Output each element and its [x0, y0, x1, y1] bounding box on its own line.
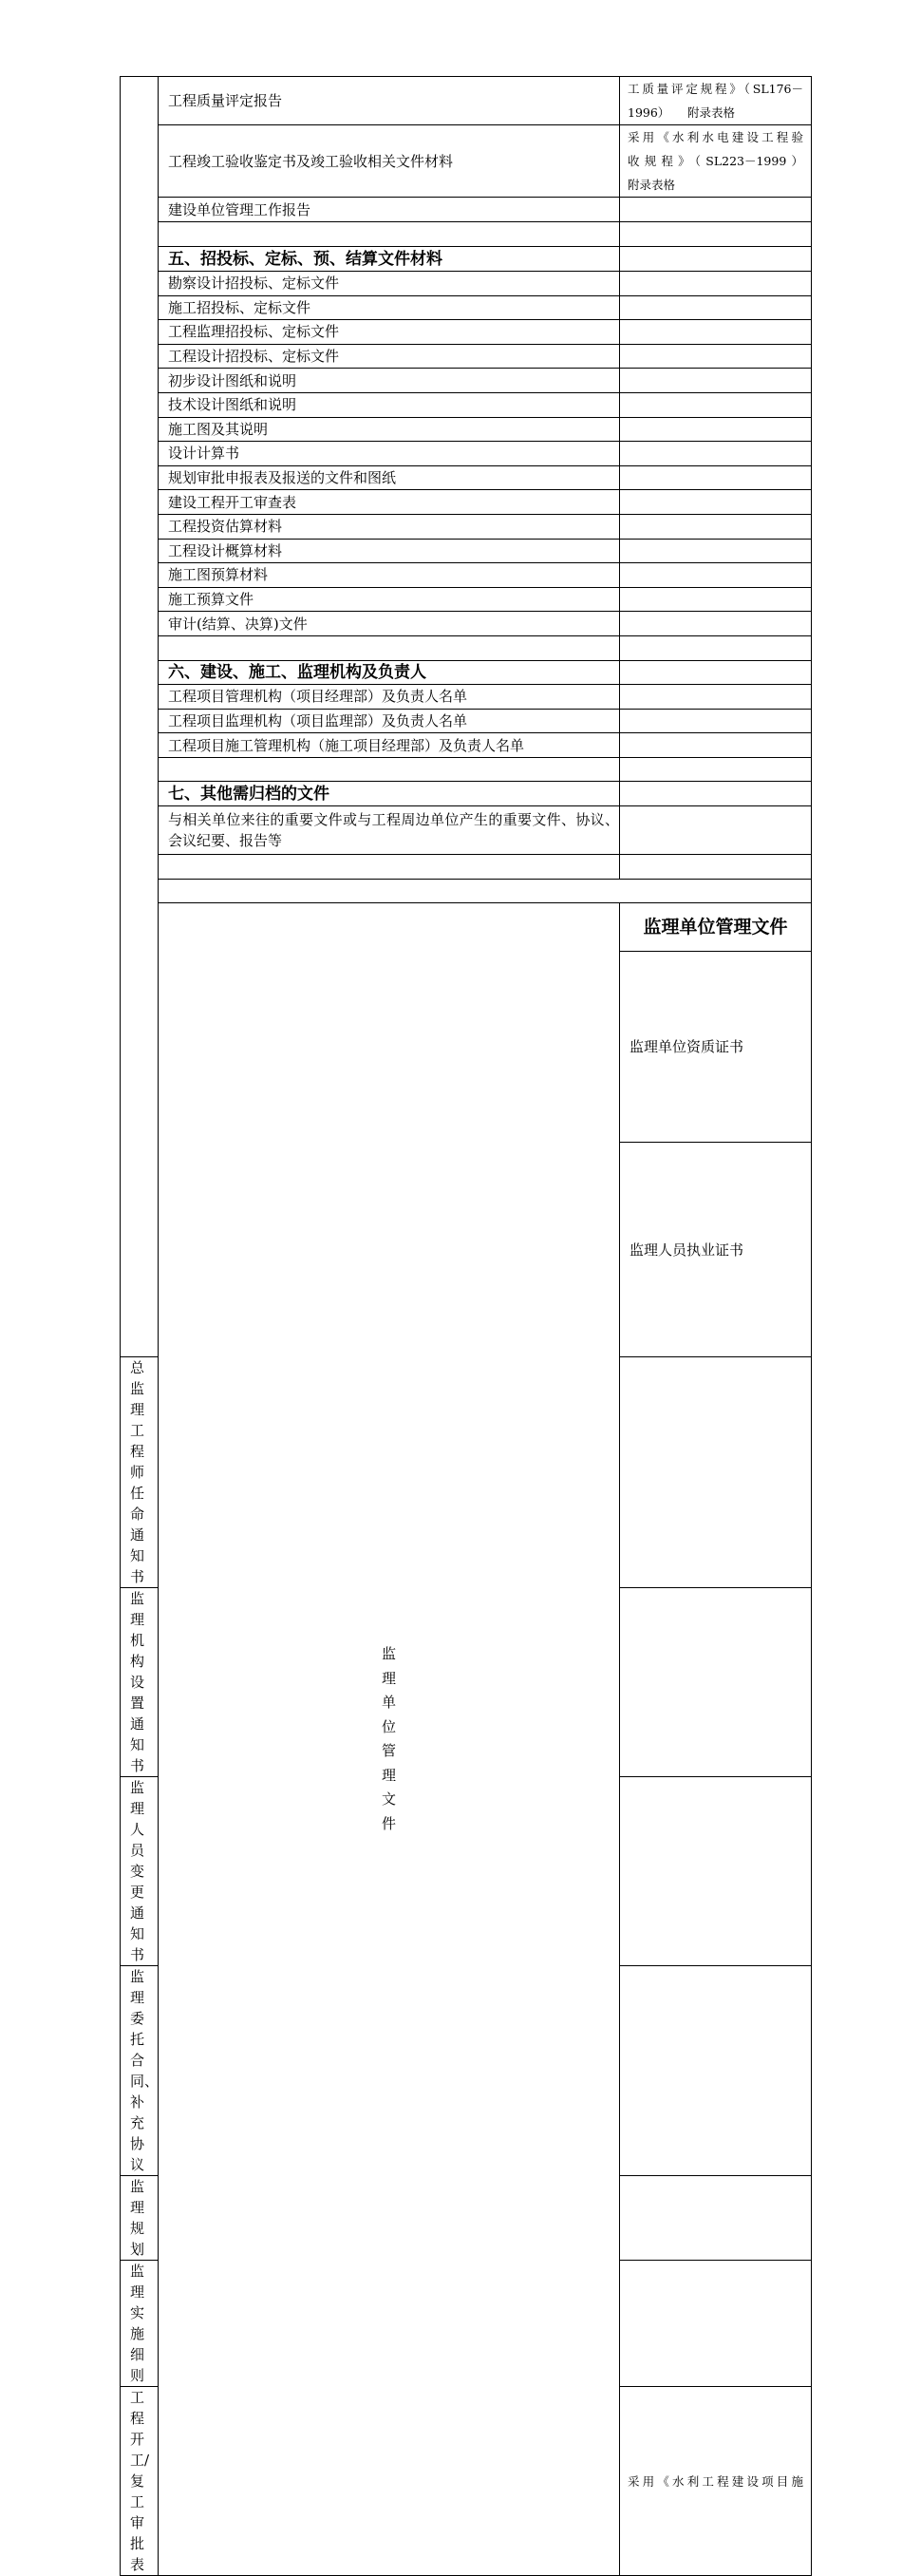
item-cell: 工程项目管理机构（项目经理部）及负责人名单 [159, 685, 620, 710]
section-7-heading: 七、其他需归档的文件 [159, 782, 620, 806]
section-heading-row [121, 782, 812, 806]
note-line: 工质量评定规程》（SL176－ [628, 82, 803, 96]
table-row [121, 369, 812, 393]
table-row [121, 77, 812, 125]
item-cell: 规划审批申报表及报送的文件和图纸 [159, 465, 620, 490]
item-cell [159, 757, 620, 782]
spacer-cell [159, 879, 812, 903]
table-row [121, 563, 812, 588]
label-char: 理 [381, 1669, 396, 1687]
item-cell: 施工图预算材料 [159, 563, 620, 588]
table-row [121, 392, 812, 417]
section-6-heading: 六、建设、施工、监理机构及负责人 [159, 660, 620, 685]
item-cell: 总监理工程师任命通知书 [121, 1357, 159, 1588]
item-cell: 监理实施细则 [121, 2261, 159, 2387]
note-line: 收规程》（SL223－1999） [628, 154, 803, 168]
note-cell [620, 757, 812, 782]
note-cell [620, 587, 812, 612]
category-label-cell [159, 903, 620, 2576]
table-row [121, 855, 812, 880]
item-cell: 设计计算书 [159, 442, 620, 466]
section-heading-row [121, 247, 812, 272]
table-row [121, 514, 812, 539]
item-cell: 审计(结算、决算)文件 [159, 612, 620, 636]
table-row [121, 295, 812, 320]
item-cell: 技术设计图纸和说明 [159, 392, 620, 417]
item-cell: 工程质量评定报告 [159, 77, 620, 125]
note-cell [620, 782, 812, 806]
item-cell: 勘察设计招投标、定标文件 [159, 272, 620, 296]
label-char: 监 [381, 1645, 396, 1663]
section-heading-row [121, 660, 812, 685]
note-cell [620, 806, 812, 855]
note-cell [620, 295, 812, 320]
item-cell: 监理人员执业证书 [620, 1143, 812, 1357]
item-cell: 工程项目监理机构（项目监理部）及负责人名单 [159, 709, 620, 733]
item-cell: 与相关单位来往的重要文件或与工程周边单位产生的重要文件、协议、会议纪要、报告等 [159, 806, 620, 855]
label-char: 理 [381, 1766, 396, 1784]
table-row [121, 417, 812, 442]
item-cell [159, 222, 620, 247]
category-cell [121, 77, 159, 1357]
table-row [121, 222, 812, 247]
note-line: 附录表格 [628, 178, 676, 192]
item-cell: 施工预算文件 [159, 587, 620, 612]
item-cell [159, 855, 620, 880]
note-cell [620, 465, 812, 490]
note-cell [620, 635, 812, 660]
item-cell: 工程投资估算材料 [159, 514, 620, 539]
label-char: 文 [381, 1790, 396, 1809]
item-cell: 监理单位资质证书 [620, 952, 812, 1143]
table-row [121, 635, 812, 660]
note-cell [620, 612, 812, 636]
table-row [121, 442, 812, 466]
item-cell: 建设单位管理工作报告 [159, 198, 620, 222]
note-cell [620, 1777, 812, 1966]
item-cell: 工程设计概算材料 [159, 539, 620, 563]
table-row [121, 272, 812, 296]
item-cell: 施工图及其说明 [159, 417, 620, 442]
table-row [121, 465, 812, 490]
item-cell [159, 635, 620, 660]
table-row [121, 320, 812, 345]
item-cell: 监理规划 [121, 2176, 159, 2261]
note-cell [620, 198, 812, 222]
note-line: 1996） 附录表格 [628, 105, 736, 120]
label-char: 管 [381, 1742, 396, 1760]
table-row [121, 612, 812, 636]
note-line: 采用《水利水电建设工程验 [628, 130, 803, 144]
item-cell: 初步设计图纸和说明 [159, 369, 620, 393]
section-5-heading: 五、招投标、定标、预、结算文件材料 [159, 247, 620, 272]
note-cell [620, 247, 812, 272]
note-line: 采用《水利工程建设项目施 [628, 2473, 803, 2489]
item-cell: 工程监理招投标、定标文件 [159, 320, 620, 345]
table-row [121, 198, 812, 222]
note-cell [620, 660, 812, 685]
table-row [121, 709, 812, 733]
note-cell [620, 2176, 812, 2261]
item-cell: 监理人员变更通知书 [121, 1777, 159, 1966]
item-cell: 监理机构设置通知书 [121, 1588, 159, 1777]
table-row [121, 806, 812, 855]
note-cell [620, 563, 812, 588]
note-cell [620, 2261, 812, 2387]
note-cell [620, 344, 812, 369]
item-cell: 施工招投标、定标文件 [159, 295, 620, 320]
note-cell [620, 1966, 812, 2176]
item-cell: 工程竣工验收鉴定书及竣工验收相关文件材料 [159, 125, 620, 198]
note-cell [620, 1357, 812, 1588]
item-cell: 监理委托合同、补充协议 [121, 1966, 159, 2176]
note-cell [620, 272, 812, 296]
note-cell [620, 417, 812, 442]
spacer-row [121, 879, 812, 903]
table-row [121, 125, 812, 198]
table-row [121, 685, 812, 710]
note-cell [620, 709, 812, 733]
note-cell [620, 733, 812, 758]
table-row [121, 539, 812, 563]
note-cell [620, 125, 812, 198]
item-cell: 建设工程开工审查表 [159, 490, 620, 515]
note-cell [620, 514, 812, 539]
note-cell [620, 539, 812, 563]
supervision-title: 监理单位管理文件 [620, 903, 812, 952]
table-row [121, 344, 812, 369]
note-cell [620, 2387, 812, 2576]
table-row [121, 903, 812, 952]
note-cell [620, 222, 812, 247]
note-cell [620, 855, 812, 880]
label-char: 位 [381, 1717, 396, 1735]
note-cell [620, 685, 812, 710]
note-cell [620, 392, 812, 417]
note-cell [620, 77, 812, 125]
label-char: 单 [381, 1694, 396, 1712]
table-row [121, 757, 812, 782]
category-vertical-label [159, 1642, 619, 1836]
note-cell [620, 490, 812, 515]
note-cell [620, 1588, 812, 1777]
table-row [121, 587, 812, 612]
note-cell [620, 320, 812, 345]
archive-table [120, 76, 812, 2576]
note-cell [620, 369, 812, 393]
table-row [121, 490, 812, 515]
table-row [121, 733, 812, 758]
item-cell: 工程开工/复工审批表 [121, 2387, 159, 2576]
label-char: 件 [381, 1814, 396, 1832]
note-cell [620, 442, 812, 466]
item-cell: 工程设计招投标、定标文件 [159, 344, 620, 369]
item-cell: 工程项目施工管理机构（施工项目经理部）及负责人名单 [159, 733, 620, 758]
